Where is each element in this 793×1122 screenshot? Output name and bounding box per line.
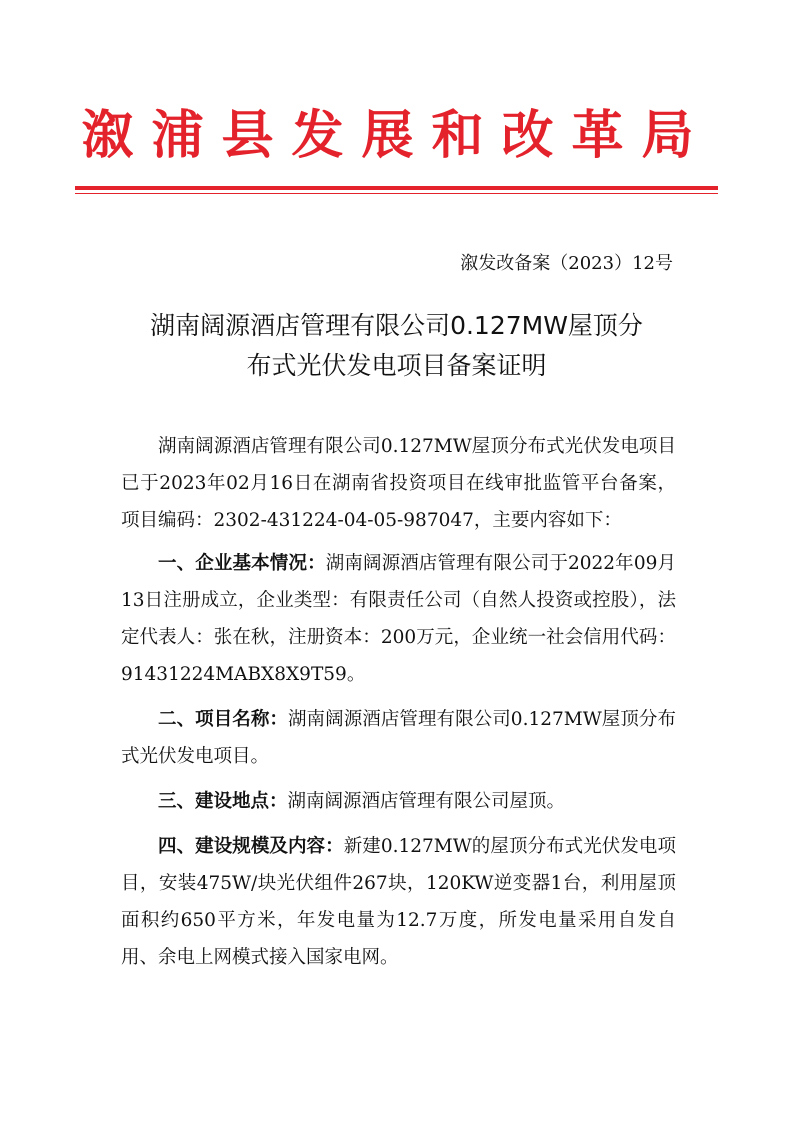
issuer-letterhead: 溆浦县发展和改革局 <box>81 106 712 166</box>
section-heading: 二、项目名称： <box>158 709 288 730</box>
title-line-2: 布式光伏发电项目备案证明 <box>246 351 547 380</box>
section-location <box>121 783 676 820</box>
section-text: 湖南阔源酒店管理有限公司0.127MW屋顶分布式光伏发电项目。 <box>121 709 676 767</box>
document-title <box>90 306 703 386</box>
intro-paragraph: 湖南阔源酒店管理有限公司0.127MW屋顶分布式光伏发电项目已于2023年02月16日在湖南省投资项目在线审批监管平台备案，项目编码：2302-431224-04-05-987047，主要内容如下： <box>121 436 676 531</box>
section-text: 湖南阔源酒店管理有限公司屋顶。 <box>287 791 566 812</box>
document-number: 溆发改备案（2023）12号 <box>460 253 673 274</box>
section-scale-content <box>121 828 676 976</box>
red-divider-thin <box>75 193 718 194</box>
section-project-name <box>121 701 676 775</box>
document-body <box>121 428 676 984</box>
red-divider-thick <box>75 186 718 190</box>
section-heading: 四、建设规模及内容： <box>158 836 344 857</box>
title-line-1: 湖南阔源酒店管理有限公司0.127MW屋顶分 <box>150 311 643 340</box>
section-text: 新建0.127MW的屋顶分布式光伏发电项目，安装475W/块光伏组件267块，120KW逆变器1台，利用屋顶面积约650平方米，年发电量为12.7万度，所发电量采用自发自用、余电上网模式接入国家电网。 <box>121 836 676 968</box>
section-heading: 一、企业基本情况： <box>158 553 326 574</box>
section-text: 湖南阔源酒店管理有限公司于2022年09月13日注册成立，企业类型：有限责任公司（自然人投资或控股），法定代表人：张在秋，注册资本：200万元，企业统一社会信用代码：91431224MABX8X9T59。 <box>121 553 676 685</box>
section-company-info <box>121 545 676 693</box>
section-heading: 三、建设地点： <box>158 791 288 812</box>
